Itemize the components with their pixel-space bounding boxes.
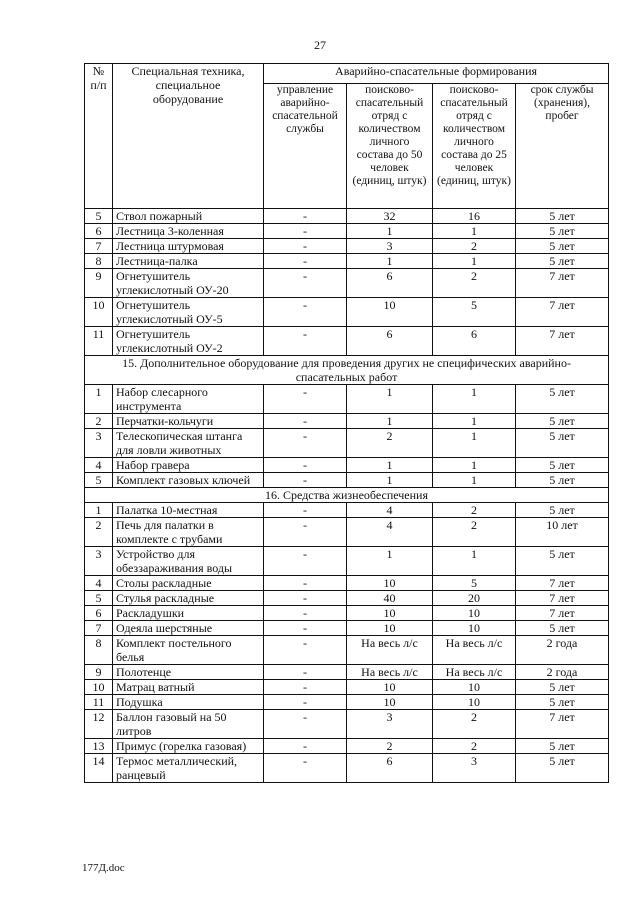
table-row bbox=[85, 224, 609, 239]
table-row bbox=[85, 710, 609, 739]
table-row bbox=[85, 473, 609, 488]
cell-number: 13 bbox=[85, 739, 113, 754]
cell-team-50-qty: 1 bbox=[347, 385, 433, 414]
cell-team-25-qty: 1 bbox=[433, 458, 516, 473]
cell-number: 6 bbox=[85, 606, 113, 621]
section-header-row bbox=[85, 356, 609, 385]
cell-service-term: 7 лет bbox=[516, 591, 609, 606]
cell-number: 5 bbox=[85, 591, 113, 606]
cell-team-50-qty: 10 bbox=[347, 680, 433, 695]
cell-number: 9 bbox=[85, 665, 113, 680]
cell-service-term: 7 лет bbox=[516, 298, 609, 327]
cell-service-term: 5 лет bbox=[516, 547, 609, 576]
cell-service-term: 7 лет bbox=[516, 327, 609, 356]
cell-service-term: 5 лет bbox=[516, 209, 609, 224]
cell-number: 5 bbox=[85, 473, 113, 488]
cell-equipment-name: Баллон газовый на 50 литров bbox=[113, 710, 264, 739]
cell-service-term: 5 лет bbox=[516, 621, 609, 636]
cell-number: 4 bbox=[85, 576, 113, 591]
cell-management-qty: - bbox=[264, 680, 347, 695]
cell-equipment-name: Палатка 10-местная bbox=[113, 503, 264, 518]
table-row bbox=[85, 414, 609, 429]
cell-service-term: 5 лет bbox=[516, 414, 609, 429]
cell-team-50-qty: 10 bbox=[347, 576, 433, 591]
cell-equipment-name: Столы раскладные bbox=[113, 576, 264, 591]
cell-team-25-qty: 1 bbox=[433, 385, 516, 414]
cell-team-50-qty: 1 bbox=[347, 224, 433, 239]
cell-management-qty: - bbox=[264, 458, 347, 473]
section-header-row bbox=[85, 488, 609, 503]
cell-number: 5 bbox=[85, 209, 113, 224]
cell-team-50-qty: 6 bbox=[347, 269, 433, 298]
table-header bbox=[85, 64, 609, 209]
cell-team-25-qty: 2 bbox=[433, 710, 516, 739]
cell-management-qty: - bbox=[264, 754, 347, 783]
cell-service-term: 5 лет bbox=[516, 503, 609, 518]
cell-service-term: 5 лет bbox=[516, 458, 609, 473]
cell-team-25-qty: 1 bbox=[433, 414, 516, 429]
cell-team-50-qty: 1 bbox=[347, 458, 433, 473]
cell-team-25-qty: 20 bbox=[433, 591, 516, 606]
cell-team-25-qty: 2 bbox=[433, 739, 516, 754]
cell-equipment-name: Одеяла шерстяные bbox=[113, 621, 264, 636]
cell-management-qty: - bbox=[264, 327, 347, 356]
cell-management-qty: - bbox=[264, 710, 347, 739]
cell-management-qty: - bbox=[264, 695, 347, 710]
section-title: 15. Дополнительное оборудование для проведения других не специфических аварийно-спасательных работ bbox=[85, 356, 609, 385]
cell-management-qty: - bbox=[264, 636, 347, 665]
table-row bbox=[85, 754, 609, 783]
cell-management-qty: - bbox=[264, 385, 347, 414]
cell-team-25-qty: 1 bbox=[433, 224, 516, 239]
cell-number: 11 bbox=[85, 695, 113, 710]
cell-management-qty: - bbox=[264, 739, 347, 754]
header-management: управление аварийно-спасательной службы bbox=[264, 84, 347, 209]
cell-equipment-name: Термос металлический, ранцевый bbox=[113, 754, 264, 783]
table-row bbox=[85, 518, 609, 547]
cell-team-25-qty: 1 bbox=[433, 429, 516, 458]
cell-equipment-name: Раскладушки bbox=[113, 606, 264, 621]
cell-service-term: 5 лет bbox=[516, 224, 609, 239]
cell-equipment-name: Устройство для обеззараживания воды bbox=[113, 547, 264, 576]
cell-equipment-name: Печь для палатки в комплекте с трубами bbox=[113, 518, 264, 547]
cell-team-50-qty: 6 bbox=[347, 327, 433, 356]
cell-team-50-qty: 4 bbox=[347, 503, 433, 518]
cell-management-qty: - bbox=[264, 606, 347, 621]
cell-service-term: 7 лет bbox=[516, 269, 609, 298]
cell-number: 2 bbox=[85, 414, 113, 429]
cell-management-qty: - bbox=[264, 503, 347, 518]
cell-team-25-qty: На весь л/с bbox=[433, 636, 516, 665]
table-row bbox=[85, 269, 609, 298]
cell-team-50-qty: 1 bbox=[347, 547, 433, 576]
cell-equipment-name: Подушка bbox=[113, 695, 264, 710]
cell-number: 10 bbox=[85, 680, 113, 695]
cell-team-25-qty: 1 bbox=[433, 547, 516, 576]
cell-service-term: 2 года bbox=[516, 665, 609, 680]
table-body bbox=[85, 209, 609, 783]
cell-number: 7 bbox=[85, 239, 113, 254]
cell-team-25-qty: 1 bbox=[433, 254, 516, 269]
cell-equipment-name: Матрац ватный bbox=[113, 680, 264, 695]
table-row bbox=[85, 254, 609, 269]
header-service-term: срок службы (хранения), пробег bbox=[516, 84, 609, 209]
cell-team-25-qty: 1 bbox=[433, 473, 516, 488]
cell-team-50-qty: 2 bbox=[347, 739, 433, 754]
table-row bbox=[85, 298, 609, 327]
table-row bbox=[85, 680, 609, 695]
cell-management-qty: - bbox=[264, 209, 347, 224]
cell-team-50-qty: 1 bbox=[347, 254, 433, 269]
table-row bbox=[85, 695, 609, 710]
cell-number: 1 bbox=[85, 503, 113, 518]
table-row bbox=[85, 503, 609, 518]
cell-team-25-qty: 2 bbox=[433, 518, 516, 547]
cell-number: 4 bbox=[85, 458, 113, 473]
cell-team-50-qty: 40 bbox=[347, 591, 433, 606]
table-row bbox=[85, 327, 609, 356]
table-row bbox=[85, 665, 609, 680]
cell-team-25-qty: 2 bbox=[433, 239, 516, 254]
cell-team-25-qty: 10 bbox=[433, 680, 516, 695]
table-row bbox=[85, 209, 609, 224]
cell-team-50-qty: 6 bbox=[347, 754, 433, 783]
table-row bbox=[85, 458, 609, 473]
cell-service-term: 5 лет bbox=[516, 385, 609, 414]
cell-equipment-name: Огнетушитель углекислотный ОУ-5 bbox=[113, 298, 264, 327]
cell-management-qty: - bbox=[264, 621, 347, 636]
table-row bbox=[85, 591, 609, 606]
cell-equipment-name: Комплект постельного белья bbox=[113, 636, 264, 665]
cell-management-qty: - bbox=[264, 665, 347, 680]
cell-team-50-qty: 10 bbox=[347, 695, 433, 710]
cell-equipment-name: Набор гравера bbox=[113, 458, 264, 473]
header-group: Аварийно-спасательные формирования bbox=[264, 64, 609, 84]
cell-team-50-qty: 10 bbox=[347, 298, 433, 327]
cell-management-qty: - bbox=[264, 429, 347, 458]
header-team-25: поисково-спасательный отряд с количеством личного состава до 25 человек (единиц, штук) bbox=[433, 84, 516, 209]
cell-management-qty: - bbox=[264, 224, 347, 239]
header-num: № п/п bbox=[85, 64, 113, 209]
cell-team-25-qty: 3 bbox=[433, 754, 516, 783]
cell-number: 10 bbox=[85, 298, 113, 327]
cell-equipment-name: Огнетушитель углекислотный ОУ-20 bbox=[113, 269, 264, 298]
cell-equipment-name: Полотенце bbox=[113, 665, 264, 680]
table-row bbox=[85, 636, 609, 665]
cell-team-50-qty: На весь л/с bbox=[347, 636, 433, 665]
cell-service-term: 7 лет bbox=[516, 710, 609, 739]
cell-number: 2 bbox=[85, 518, 113, 547]
cell-number: 3 bbox=[85, 547, 113, 576]
cell-service-term: 7 лет bbox=[516, 576, 609, 591]
table-row bbox=[85, 576, 609, 591]
equipment-table bbox=[84, 63, 609, 783]
cell-number: 3 bbox=[85, 429, 113, 458]
cell-team-25-qty: На весь л/с bbox=[433, 665, 516, 680]
cell-team-50-qty: 10 bbox=[347, 621, 433, 636]
cell-number: 1 bbox=[85, 385, 113, 414]
cell-service-term: 5 лет bbox=[516, 254, 609, 269]
table-row bbox=[85, 429, 609, 458]
cell-management-qty: - bbox=[264, 473, 347, 488]
header-team-50: поисково-спасательный отряд с количеством личного состава до 50 человек (единиц, штук) bbox=[347, 84, 433, 209]
cell-management-qty: - bbox=[264, 269, 347, 298]
cell-equipment-name: Огнетушитель углекислотный ОУ-2 bbox=[113, 327, 264, 356]
cell-management-qty: - bbox=[264, 239, 347, 254]
cell-service-term: 5 лет bbox=[516, 695, 609, 710]
table-row bbox=[85, 239, 609, 254]
cell-team-25-qty: 10 bbox=[433, 621, 516, 636]
cell-management-qty: - bbox=[264, 298, 347, 327]
footer-filename: 177Д.doc bbox=[82, 862, 125, 874]
cell-number: 7 bbox=[85, 621, 113, 636]
cell-management-qty: - bbox=[264, 576, 347, 591]
table-row bbox=[85, 385, 609, 414]
cell-equipment-name: Лестница-палка bbox=[113, 254, 264, 269]
cell-team-50-qty: 4 bbox=[347, 518, 433, 547]
cell-team-50-qty: 10 bbox=[347, 606, 433, 621]
cell-team-25-qty: 2 bbox=[433, 269, 516, 298]
cell-service-term: 5 лет bbox=[516, 429, 609, 458]
cell-team-25-qty: 5 bbox=[433, 576, 516, 591]
cell-equipment-name: Лестница 3-коленная bbox=[113, 224, 264, 239]
page-number: 27 bbox=[314, 38, 326, 52]
cell-number: 14 bbox=[85, 754, 113, 783]
cell-management-qty: - bbox=[264, 414, 347, 429]
cell-equipment-name: Комплект газовых ключей bbox=[113, 473, 264, 488]
cell-equipment-name: Набор слесарного инструмента bbox=[113, 385, 264, 414]
cell-service-term: 5 лет bbox=[516, 739, 609, 754]
cell-service-term: 5 лет bbox=[516, 473, 609, 488]
table-row bbox=[85, 739, 609, 754]
cell-equipment-name: Ствол пожарный bbox=[113, 209, 264, 224]
cell-number: 6 bbox=[85, 224, 113, 239]
cell-number: 12 bbox=[85, 710, 113, 739]
cell-team-25-qty: 16 bbox=[433, 209, 516, 224]
cell-service-term: 2 года bbox=[516, 636, 609, 665]
section-title: 16. Средства жизнеобеспечения bbox=[85, 488, 609, 503]
cell-equipment-name: Примус (горелка газовая) bbox=[113, 739, 264, 754]
cell-team-50-qty: 3 bbox=[347, 710, 433, 739]
cell-equipment-name: Перчатки-кольчуги bbox=[113, 414, 264, 429]
cell-service-term: 10 лет bbox=[516, 518, 609, 547]
cell-team-50-qty: 3 bbox=[347, 239, 433, 254]
cell-team-25-qty: 10 bbox=[433, 606, 516, 621]
cell-service-term: 5 лет bbox=[516, 680, 609, 695]
cell-management-qty: - bbox=[264, 518, 347, 547]
table-row bbox=[85, 547, 609, 576]
cell-number: 11 bbox=[85, 327, 113, 356]
cell-service-term: 5 лет bbox=[516, 239, 609, 254]
cell-management-qty: - bbox=[264, 254, 347, 269]
cell-number: 9 bbox=[85, 269, 113, 298]
cell-team-25-qty: 10 bbox=[433, 695, 516, 710]
cell-team-25-qty: 6 bbox=[433, 327, 516, 356]
table-row bbox=[85, 621, 609, 636]
cell-team-25-qty: 5 bbox=[433, 298, 516, 327]
cell-team-25-qty: 2 bbox=[433, 503, 516, 518]
cell-team-50-qty: 2 bbox=[347, 429, 433, 458]
cell-team-50-qty: 32 bbox=[347, 209, 433, 224]
cell-management-qty: - bbox=[264, 547, 347, 576]
cell-team-50-qty: 1 bbox=[347, 414, 433, 429]
cell-number: 8 bbox=[85, 254, 113, 269]
cell-number: 8 bbox=[85, 636, 113, 665]
cell-service-term: 5 лет bbox=[516, 754, 609, 783]
cell-service-term: 7 лет bbox=[516, 606, 609, 621]
cell-equipment-name: Телескопическая штанга для ловли животных bbox=[113, 429, 264, 458]
cell-management-qty: - bbox=[264, 591, 347, 606]
cell-team-50-qty: 1 bbox=[347, 473, 433, 488]
cell-equipment-name: Лестница штурмовая bbox=[113, 239, 264, 254]
cell-team-50-qty: На весь л/с bbox=[347, 665, 433, 680]
header-equipment: Специальная техника, специальное оборудование bbox=[113, 64, 264, 209]
cell-equipment-name: Стулья раскладные bbox=[113, 591, 264, 606]
table-row bbox=[85, 606, 609, 621]
